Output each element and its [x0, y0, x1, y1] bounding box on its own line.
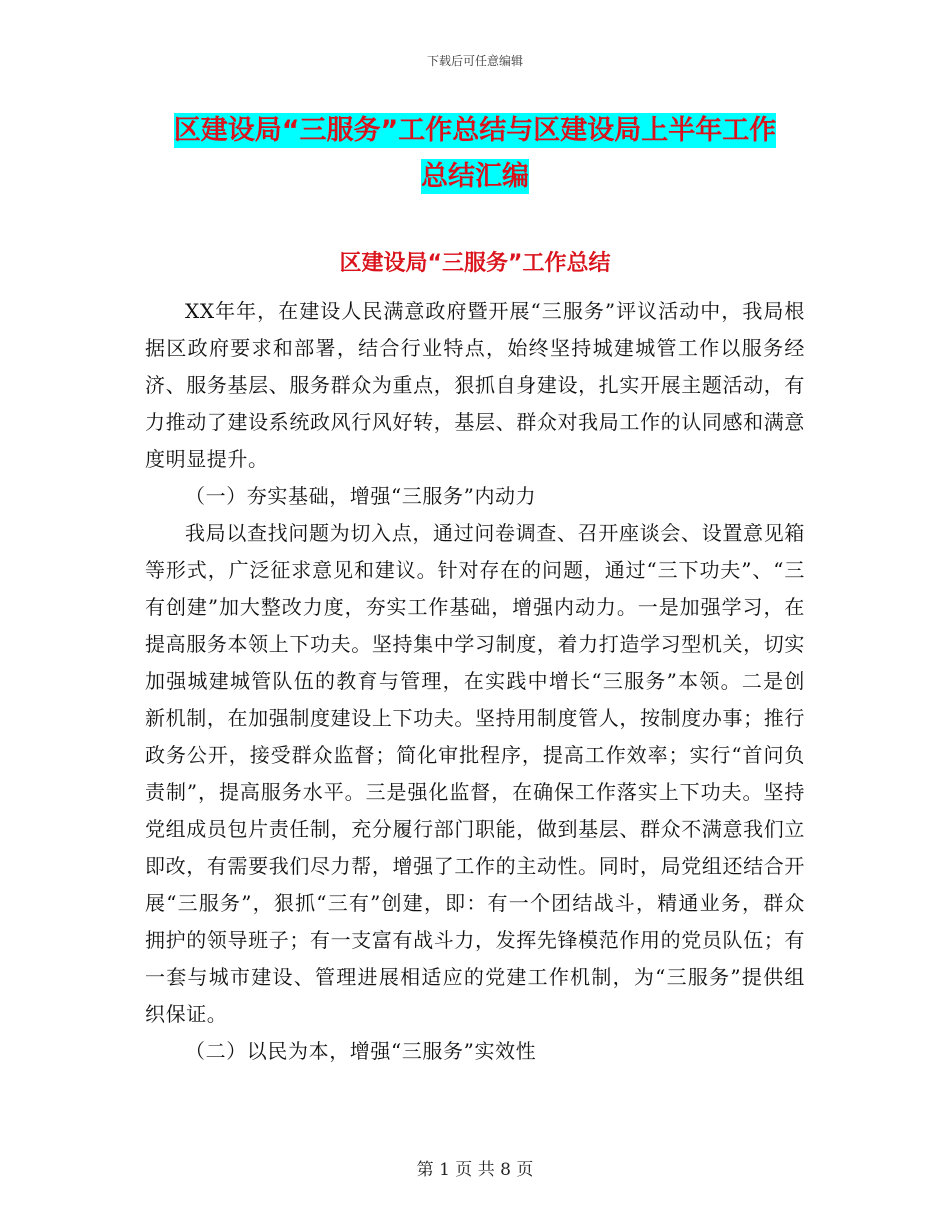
- document-body: [145, 293, 805, 1070]
- subheading-2: （二）以民为本，增强“三服务”实效性: [185, 1039, 537, 1063]
- page-footer: 第 1 页 共 8 页: [416, 1160, 534, 1180]
- header-note: 下载后可任意编辑: [426, 54, 523, 68]
- subheading-1: （一）夯实基础，增强“三服务”内动力: [185, 484, 537, 508]
- document-title-line2: 总结汇编: [421, 161, 529, 192]
- paragraph-foundation: 我局以查找问题为切入点，通过问卷调查、召开座谈会、设置意见箱等形式，广泛征求意见和建议。针对存在的问题，通过“三下功夫”、“三有创建”加大整改力度，夯实工作基础，增强内动力。一是加强学习，在提高服务本领上下功夫。坚持集中学习制度，着力打造学习型机关，切实加强城建城管队伍的教育与管理，在实践中增长“三服务”本领。二是创新机制，在加强制度建设上下功夫。坚持用制度管人，按制度办事；推行政务公开，接受群众监督；简化审批程序，提高工作效率；实行“首问负责制”，提高服务水平。三是强化监督，在确保工作落实上下功夫。坚持党组成员包片责任制，充分履行部门职能，做到基层、群众不满意我们立即改，有需要我们尽力帮，增强了工作的主动性。同时，局党组还结合开展“三服务”，狠抓“三有”创建，即：有一个团结战斗，精通业务，群众拥护的领导班子；有一支富有战斗力，发挥先锋模范作用的党员队伍；有一套与城市建设、管理进展相适应的党建工作机制，为“三服务”提供组织保证。: [145, 521, 805, 1026]
- paragraph-intro: XX年年，在建设人民满意政府暨开展“三服务”评议活动中，我局根据区政府要求和部署，结合行业特点，始终坚持城建城管工作以服务经济、服务基层、服务群众为重点，狠抓自身建设，扎实开展主题活动，有力推动了建设系统政风行风好转，基层、群众对我局工作的认同感和满意度明显提升。: [145, 299, 805, 471]
- section-title: 区建设局“三服务”工作总结: [339, 251, 611, 276]
- document-title-line1: 区建设局“三服务”工作总结与区建设局上半年工作: [173, 115, 777, 146]
- document-title: [150, 108, 800, 200]
